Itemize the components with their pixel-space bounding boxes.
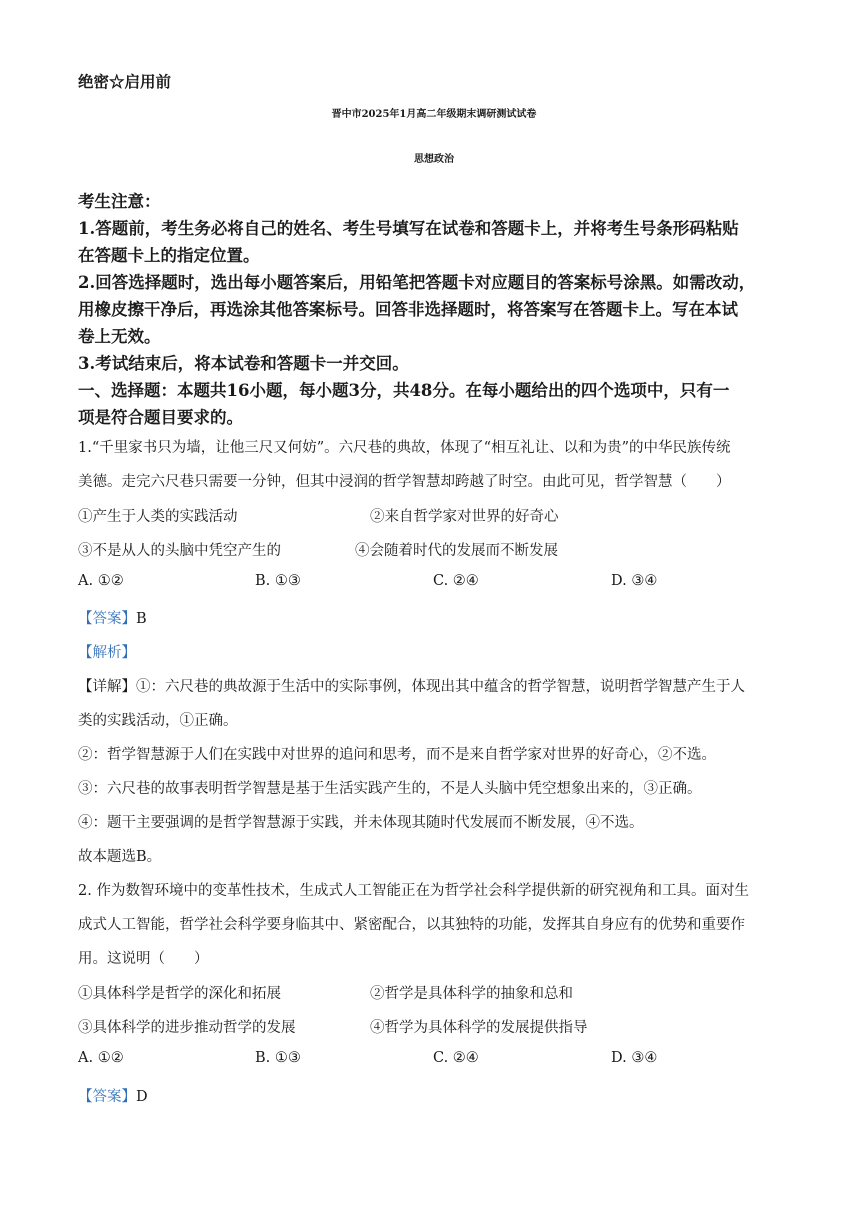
- q1-option-b: B. ①③: [255, 573, 301, 589]
- q1-detail: ②：哲学智慧源于人们在实践中对世界的追问和思考，而不是来自哲学家对世界的好奇心，②不选。: [78, 747, 716, 763]
- q1-answer: B: [136, 611, 147, 627]
- q2-answer: D: [136, 1089, 148, 1105]
- section-heading: 一、选择题：本题共16小题，每小题3分，共48分。在每小题给出的四个选项中，只有一: [78, 381, 730, 400]
- notice-heading: 考生注意：: [78, 192, 161, 211]
- notice-line: 3.考试结束后，将本试卷和答题卡一并交回。: [78, 354, 409, 373]
- analysis-tag: 【解析】: [78, 645, 136, 661]
- answer-tag: 【答案】: [78, 1089, 136, 1105]
- q2-option-b: B. ①③: [255, 1050, 301, 1066]
- q2-option-d: D. ③④: [611, 1050, 658, 1066]
- q2-stem-cont: 成式人工智能，哲学社会科学要身临其中、紧密配合，以其独特的功能，发挥其自身应有的优势和重要作: [78, 917, 745, 933]
- q1-detail: ③：六尺巷的故事表明哲学智慧是基于生活实践产生的，不是人头脑中凭空想象出来的，③正确。: [78, 781, 702, 797]
- answer-tag: 【答案】: [78, 611, 136, 627]
- q1-statement-2: ②来自哲学家对世界的好奇心: [370, 509, 559, 525]
- q1-option-a: A. ①②: [78, 573, 124, 589]
- notice-line: 卷上无效。: [78, 327, 161, 346]
- q1-option-d: D. ③④: [611, 573, 658, 589]
- notice-line: 在答题卡上的指定位置。: [78, 246, 260, 265]
- q1-detail: ④：题干主要强调的是哲学智慧源于实践，并未体现其随时代发展而不断发展，④不选。: [78, 815, 644, 831]
- q1-stem: 1.“千里家书只为墙，让他三尺又何妨”。六尺巷的典故，体现了“相互礼让、以和为贵”的中华民族传统: [78, 440, 731, 456]
- q1-answer-row: [78, 607, 147, 628]
- notice-line: 用橡皮擦干净后，再选涂其他答案标号。回答非选择题时，将答案写在答题卡上。写在本试: [78, 300, 738, 319]
- notice-line: 2.回答选择题时，选出每小题答案后，用铅笔把答题卡对应题目的答案标号涂黑。如需改动，: [78, 273, 756, 292]
- q2-stem-cont: 用。这说明（ ）: [78, 951, 209, 967]
- q1-statement-1: ①产生于人类的实践活动: [78, 509, 238, 525]
- q2-answer-row: [78, 1085, 148, 1106]
- q1-detail: 类的实践活动，①正确。: [78, 713, 238, 729]
- notice-line: 1.答题前，考生务必将自己的姓名、考生号填写在试卷和答题卡上，并将考生号条形码粘贴: [78, 219, 739, 238]
- subject-title: 思想政治: [414, 154, 454, 165]
- q2-statement-4: ④哲学为具体科学的发展提供指导: [370, 1020, 588, 1036]
- q1-detail: 【详解】①：六尺巷的典故源于生活中的实际事例，体现出其中蕴含的哲学智慧，说明哲学智慧产生于人: [78, 679, 745, 695]
- q1-stem-cont: 美德。走完六尺巷只需要一分钟，但其中浸润的哲学智慧却跨越了时空。由此可见，哲学智慧（ ）: [78, 474, 731, 490]
- q2-option-c: C. ②④: [433, 1050, 479, 1066]
- q1-statement-3: ③不是从人的头脑中凭空产生的: [78, 543, 281, 559]
- q1-conclusion: 故本题选B。: [78, 849, 162, 865]
- q2-statement-3: ③具体科学的进步推动哲学的发展: [78, 1020, 296, 1036]
- q1-option-c: C. ②④: [433, 573, 479, 589]
- q2-stem: 2. 作为数智环境中的变革性技术，生成式人工智能正在为哲学社会科学提供新的研究视角和工具。面对生: [78, 883, 749, 899]
- q2-option-a: A. ①②: [78, 1050, 124, 1066]
- q1-statement-4: ④会随着时代的发展而不断发展: [355, 543, 558, 559]
- q2-statement-1: ①具体科学是哲学的深化和拓展: [78, 986, 281, 1002]
- confidential-label: 绝密☆启用前: [78, 72, 172, 91]
- exam-title: 晋中市2025年1月高二年级期末调研测试试卷: [331, 109, 537, 120]
- section-heading-cont: 项是符合题目要求的。: [78, 408, 243, 427]
- q2-statement-2: ②哲学是具体科学的抽象和总和: [370, 986, 573, 1002]
